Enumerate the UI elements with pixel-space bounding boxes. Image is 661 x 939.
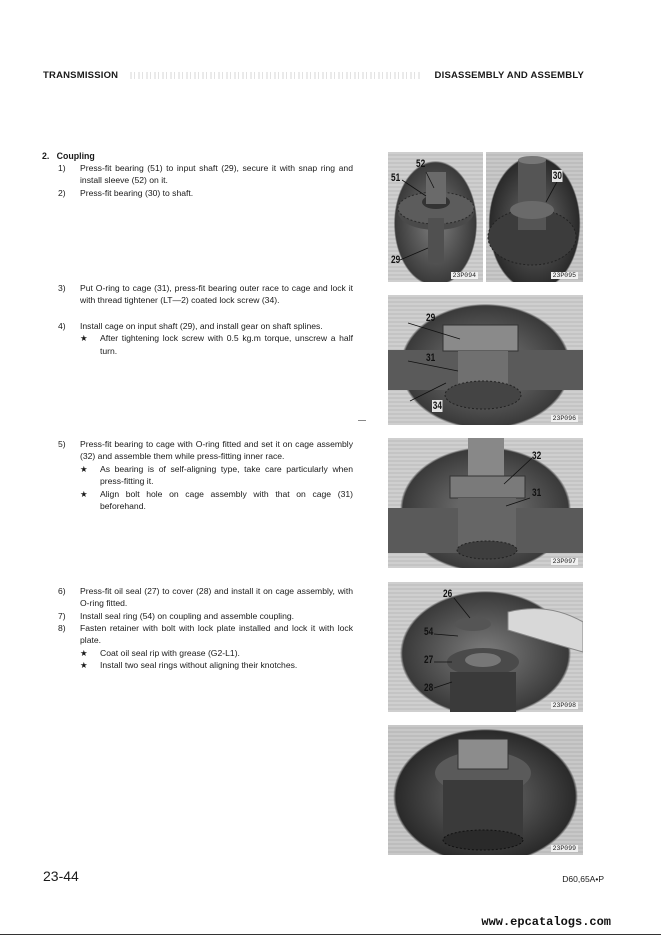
step-note — [80, 647, 353, 659]
gear-shaft-illustration — [388, 152, 483, 282]
callout-label: 52 — [416, 158, 426, 170]
model-code: D60,65A•P — [562, 874, 604, 884]
callout-label: 28 — [424, 682, 434, 694]
photo-bearing-shaft — [388, 152, 483, 282]
photo-caption: 23P095 — [552, 272, 576, 279]
step-text: Install cage on input shaft (29), and install gear on shaft splines. — [80, 321, 323, 331]
callout-label: 29 — [391, 254, 401, 266]
step-note — [80, 332, 353, 357]
step-text: Put O-ring to cage (31), press-fit bearing outer race to cage and lock it with thread tightener (LT—2) coated lock screw (34). — [80, 283, 353, 306]
page-number: 23-44 — [43, 868, 79, 884]
step-text: Press-fit bearing to cage with O-ring fitted and set it on cage assembly (32) and assemble them while press-fitting inner race. — [80, 439, 353, 462]
cage-assembly-illustration — [388, 438, 583, 568]
note-text: Coat oil seal rip with grease (G2-L1). — [100, 647, 240, 658]
step-number: 3) — [58, 283, 66, 293]
margin-mark — [358, 420, 366, 421]
step-7 — [58, 610, 353, 622]
photo-bearing-on-shaft — [486, 152, 583, 282]
bottom-rule — [0, 934, 661, 935]
header-chapter-title: DISASSEMBLY AND ASSEMBLY — [434, 70, 584, 81]
step-text: Press-fit oil seal (27) to cover (28) and install it on cage assembly, with O-ring fitted. — [80, 586, 353, 609]
callout-label: 26 — [443, 588, 453, 600]
step-text: Install seal ring (54) on coupling and assemble coupling. — [80, 611, 295, 621]
note-text: Align bolt hole on cage assembly with that on cage (31) beforehand. — [100, 488, 353, 512]
photo-caption: 23P099 — [552, 845, 576, 852]
step-text: Press-fit bearing (51) to input shaft (29), secure it with snap ring and install sleeve (52) on it. — [80, 163, 353, 186]
callout-label: 34 — [432, 400, 442, 412]
note-text: Install two seal rings without aligning their knotches. — [100, 660, 298, 671]
step-text: Fasten retainer with bolt with lock plate installed and lock it with lock plate. — [80, 623, 353, 646]
photo-caption: 23P098 — [552, 702, 576, 709]
callout-label: 29 — [426, 312, 436, 324]
step-number: 4) — [58, 321, 66, 331]
step-note — [80, 463, 353, 488]
step-2 — [58, 187, 353, 199]
step-8 — [58, 622, 353, 672]
shaft-bearing-illustration — [486, 152, 583, 282]
step-3 — [58, 282, 353, 307]
photo-caption: 23P097 — [552, 558, 576, 565]
completed-coupling-illustration — [388, 725, 583, 855]
step-6 — [58, 585, 353, 610]
step-number: 1) — [58, 163, 66, 173]
star-icon: ★ — [80, 488, 88, 499]
cage-illustration — [388, 295, 583, 425]
callout-label: 31 — [426, 352, 436, 364]
step-5 — [58, 438, 353, 512]
callout-label: 51 — [391, 172, 401, 184]
coupling-illustration — [388, 582, 583, 712]
callout-label: 27 — [424, 654, 434, 666]
header-section-title: TRANSMISSION — [43, 70, 119, 81]
step-number: 2) — [58, 188, 66, 198]
star-icon: ★ — [80, 463, 88, 474]
callout-label: 32 — [532, 450, 542, 462]
photo-cage-install — [388, 295, 583, 425]
callout-label: 31 — [532, 487, 542, 499]
step-1 — [58, 162, 353, 187]
step-note — [80, 488, 353, 513]
star-icon: ★ — [80, 647, 88, 658]
step-number: 8) — [58, 623, 66, 633]
step-4 — [58, 320, 353, 357]
callout-label: 54 — [424, 626, 434, 638]
step-text: Press-fit bearing (30) to shaft. — [80, 188, 194, 198]
photo-coupling-assembly — [388, 582, 583, 712]
photo-caption: 23P094 — [452, 272, 476, 279]
note-text: After tightening lock screw with 0.5 kg.m torque, unscrew a half turn. — [100, 333, 353, 356]
star-icon: ★ — [80, 333, 88, 344]
photo-completed-coupling — [388, 725, 583, 855]
watermark-url: www.epcatalogs.com — [481, 915, 611, 929]
section-title: 2. Coupling — [42, 151, 95, 161]
step-note — [80, 659, 353, 671]
photo-cage-assembly — [388, 438, 583, 568]
star-icon: ★ — [80, 660, 88, 671]
photo-caption: 23P096 — [552, 415, 576, 422]
header-divider — [130, 72, 422, 79]
step-number: 6) — [58, 586, 66, 596]
note-text: As bearing is of self-aligning type, take care particularly when press-fitting it. — [100, 463, 353, 487]
step-number: 5) — [58, 439, 66, 449]
callout-label: 30 — [552, 170, 562, 182]
step-number: 7) — [58, 611, 66, 621]
